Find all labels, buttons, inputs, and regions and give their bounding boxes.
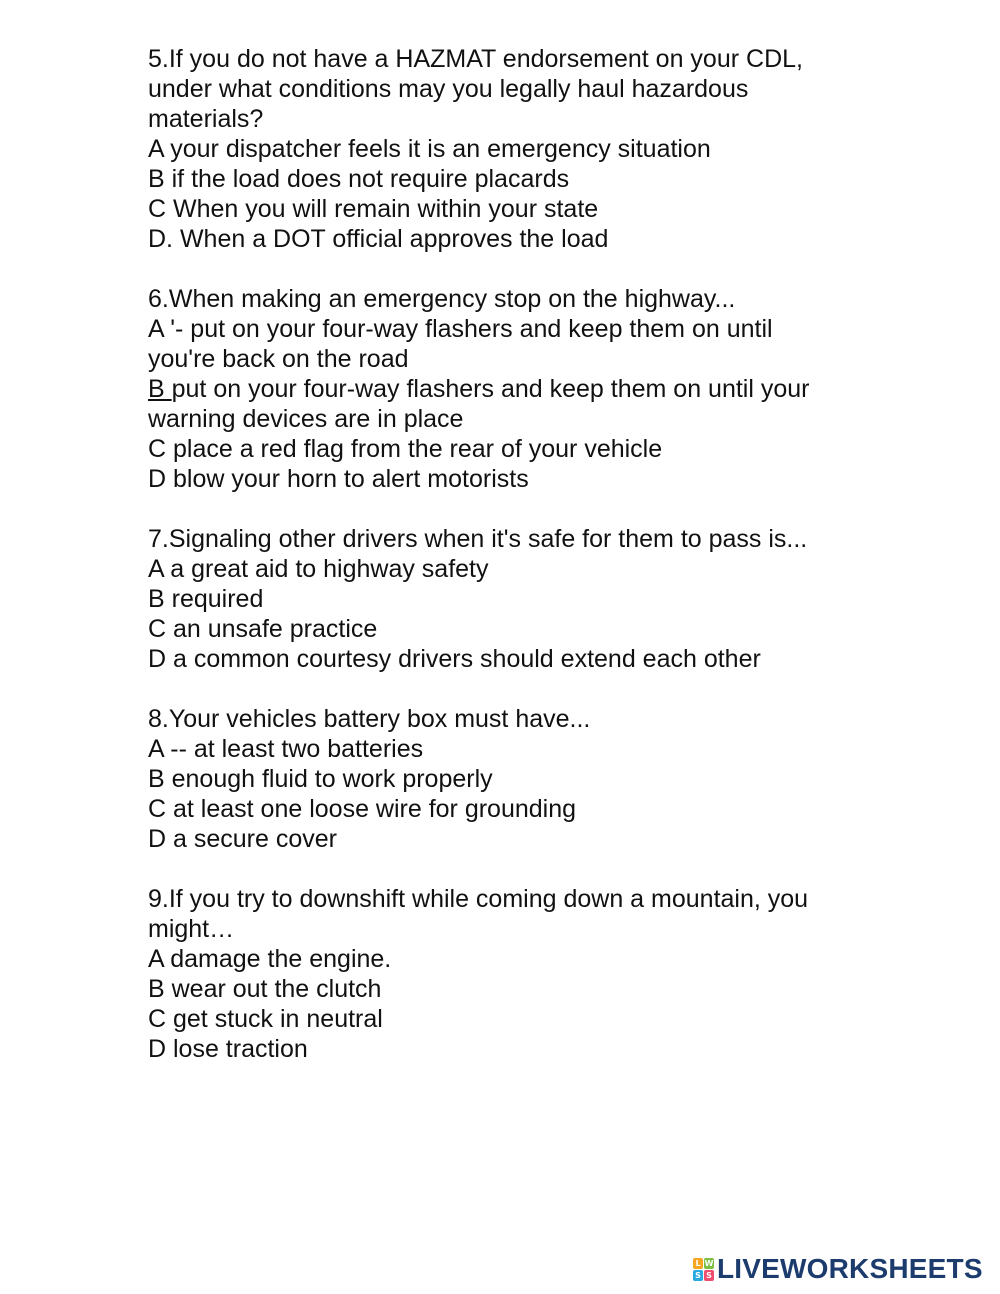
logo-mark-tile-1: L [693, 1258, 703, 1269]
question-6-option-b-text: put on your four-way flashers and keep them on until your [171, 375, 810, 403]
question-6-option-b[interactable] [148, 374, 868, 434]
logo-mark-tile-4: S [704, 1270, 714, 1281]
question-7-option-b[interactable]: B required [148, 585, 264, 613]
question-6-option-a[interactable] [148, 314, 868, 374]
question-7-option-d[interactable]: D a common courtesy drivers should extend each other [148, 645, 761, 673]
logo-mark-tile-3: S [693, 1270, 703, 1281]
question-6-option-d[interactable]: D blow your horn to alert motorists [148, 465, 529, 493]
question-6-line-1: 6.When making an emergency stop on the highway... [148, 285, 736, 313]
question-6-option-a-line-1: A '- put on your four-way flashers and keep them on until [148, 315, 773, 343]
question-5-option-a[interactable]: A your dispatcher feels it is an emergency situation [148, 135, 711, 163]
question-5-line-2: under what conditions may you legally haul hazardous [148, 75, 749, 103]
question-7-option-a[interactable]: A a great aid to highway safety [148, 555, 489, 583]
logo-mark-tile-2: W [704, 1258, 714, 1268]
question-9-option-a[interactable]: A damage the engine. [148, 945, 392, 973]
question-9 [148, 884, 868, 1064]
question-8-option-c[interactable]: C at least one loose wire for grounding [148, 795, 577, 823]
worksheet-body [148, 44, 868, 1094]
question-5 [148, 44, 868, 254]
question-6-option-a-line-2: you're back on the road [148, 345, 409, 373]
question-7-option-c[interactable]: C an unsafe practice [148, 615, 378, 643]
question-6-option-b-line-1 [148, 374, 868, 404]
question-5-option-d[interactable]: D. When a DOT official approves the load [148, 225, 609, 253]
question-9-line-2: might… [148, 915, 235, 943]
question-7 [148, 524, 868, 674]
question-5-line-1: 5.If you do not have a HAZMAT endorsement on your CDL, [148, 45, 803, 73]
question-9-option-b[interactable]: B wear out the clutch [148, 975, 382, 1003]
question-8 [148, 704, 868, 854]
question-6-option-b-letter: B [148, 375, 172, 403]
question-9-option-d[interactable]: D lose traction [148, 1035, 308, 1063]
question-6 [148, 284, 868, 494]
question-5-line-3: materials? [148, 105, 264, 133]
liveworksheets-logo-icon [693, 1258, 714, 1281]
question-8-line-1: 8.Your vehicles battery box must have... [148, 705, 591, 733]
liveworksheets-logo [693, 1253, 983, 1285]
question-5-option-c[interactable]: C When you will remain within your state [148, 195, 599, 223]
question-5-option-b[interactable]: B if the load does not require placards [148, 165, 570, 193]
question-6-option-c[interactable]: C place a red flag from the rear of your vehicle [148, 435, 663, 463]
question-7-line-1: 7.Signaling other drivers when it's safe for them to pass is... [148, 525, 808, 553]
question-9-option-c[interactable]: C get stuck in neutral [148, 1005, 383, 1033]
question-8-option-a[interactable]: A -- at least two batteries [148, 735, 424, 763]
liveworksheets-logo-text: LIVEWORKSHEETS [717, 1253, 983, 1284]
question-6-option-b-line-2: warning devices are in place [148, 405, 464, 433]
question-9-line-1: 9.If you try to downshift while coming down a mountain, you [148, 885, 809, 913]
question-8-option-b[interactable]: B enough fluid to work properly [148, 765, 493, 793]
question-8-option-d[interactable]: D a secure cover [148, 825, 337, 853]
